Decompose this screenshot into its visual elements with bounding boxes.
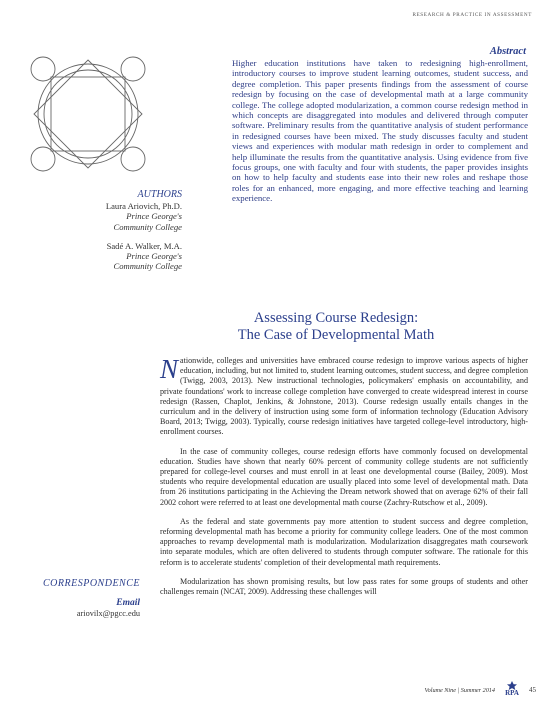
paragraph [160,356,528,438]
article-title [186,310,486,343]
author-affiliation: Prince George's [126,211,182,222]
correspondence-section [20,578,140,618]
volume-info: Volume Nine | Summer 2014 [424,686,495,694]
author-affiliation: Community College [113,261,182,272]
rpa-logo-icon [501,681,523,699]
author-name: Laura Ariovich, Ph.D. [105,201,182,212]
rpa-logo-text: RPA [505,689,519,697]
abstract-text: Higher education institutions have taken to redesigning high-enrollment, introductory courses to improve student learning outcomes, student success, and degree completion. This paper presents findings from the assessment of course redesign by focusing on the case of developmental math at a large community college. The college adopted modularization, a common course redesign method in which concepts are disaggregated into modules and delivered through computer software. Preliminary results from the quantitative analysis of student performance in redesigned courses have been mixed. The study discusses faculty and student views and experiences with modular math redesign in order to complement and help illuminate the results from the quantitative analysis. Using evidence from five focus groups, one with faculty and four with students, the paper provides insights on how to help faculty and students ease into their new roles and reshape those roles for an enhanced, more engaging, and more effective teaching and learning experience. [232,58,528,204]
author-entry [40,201,182,232]
author-affiliation: Prince George's [126,251,182,262]
email-address: ariovilx@pgcc.edu [76,609,140,618]
author-entry [40,241,182,272]
article-title-line: Assessing Course Redesign: [253,310,419,326]
correspondence-heading: CORRESPONDENCE [43,578,140,589]
authors-section [40,190,182,280]
running-head: RESEARCH & PRACTICE IN ASSESSMENT [412,12,532,18]
authors-heading: AUTHORS [137,189,182,200]
author-name: Sadé A. Walker, M.A. [106,240,182,251]
paragraph: As the federal and state governments pay more attention to student success and degree completion, reforming developmental math has become a priority for community college leaders. One of the most common approaches to revamp developmental math is modularization. Modularization disaggregates math coursework into separate modules, which are often delivered to students through computer software. The rationale for this reform is to accelerate students' completion of their developmental math requirements. [160,516,528,567]
abstract-heading: Abstract [489,46,526,57]
article-title-line: The Case of Developmental Math [237,326,435,343]
email-label: Email [116,598,140,608]
paragraph: In the case of community colleges, course redesign efforts have commonly focused on developmental education. Studies have shown that nearly 60% percent of community college students are not sufficiently prepared for college-level courses and must enroll in at least one developmental course (Bailey, 2009). Most students who require developmental education are usually placed into some level of developmental math. Data from 26 institutions participating in the Achieving the Dream network showed that on average 62% of their fall 2002 cohort were referred to at least one developmental math course (Zachry-Rutschow et al., 2009). [160,446,528,507]
drop-cap: N [160,354,179,384]
paragraph-text: ationwide, colleges and universities have embraced course redesign to improve various aspects of higher education, including, but not limited to, student learning outcomes, student success, and degree completion (Twigg, 2003, 2013). New instructional technologies, policymakers' emphasis on accountability, and private foundations' work to increase college completion have converged to create widespread interest in course redesign (Rassen, Chaplot, Jenkins, & Johnstone, 2013). Course redesign usually entails changes in the curriculum and in the delivery of instruction using some form of information technology (Education Advisory Board, 2013; Twigg, 2003). Typically, course redesign initiatives have targeted college-level introductory, high-enrollment courses. [160,356,528,437]
circles-square-logo-icon [26,52,150,176]
article-body [160,356,528,606]
page-number: 45 [529,686,536,694]
paragraph: Modularization has shown promising results, but low pass rates for some groups of students and other challenges remain (NCAT, 2009). Addressing these challenges will [160,576,528,597]
page-footer [425,681,536,699]
author-affiliation: Community College [113,221,182,232]
